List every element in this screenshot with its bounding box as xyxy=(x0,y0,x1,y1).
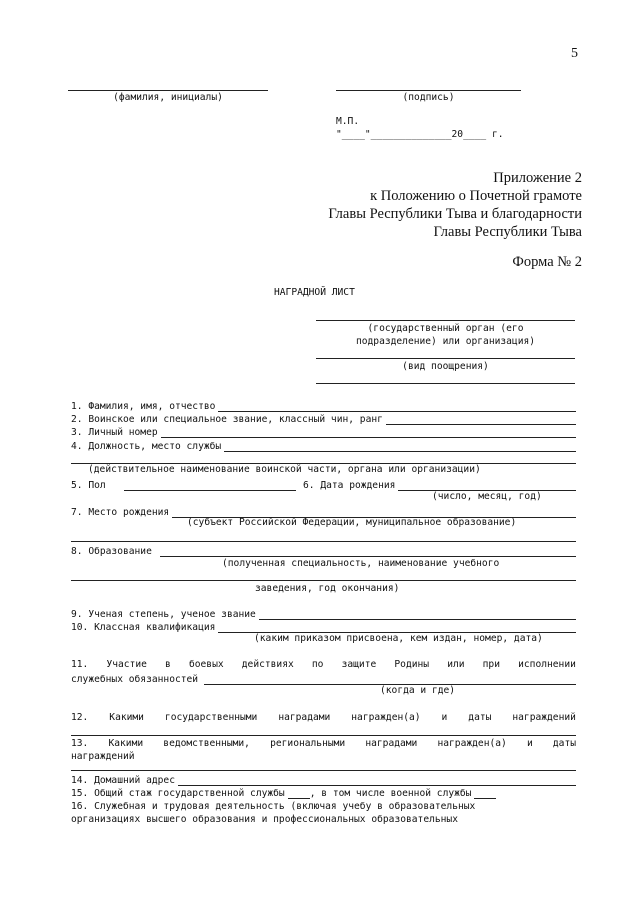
field-birth-date-label: 6. Дата рождения xyxy=(303,480,396,491)
name-caption: (фамилия, инициалы) xyxy=(113,92,223,103)
appendix-title: Приложение 2 xyxy=(493,170,582,186)
field-combat-participation-word: Родины xyxy=(394,659,430,670)
field-combat-participation-label-2: служебных обязанностей xyxy=(71,674,199,685)
military-service-input-line[interactable] xyxy=(474,789,496,799)
field-degree xyxy=(71,609,576,620)
field-birth-date xyxy=(303,480,576,491)
field-combat-participation-word: Участие xyxy=(106,659,147,670)
degree-input-line[interactable] xyxy=(259,610,576,620)
field-birth-place-caption: (субъект Российской Федерации, муниципальное образование) xyxy=(187,517,517,528)
field-state-awards-word: 12. xyxy=(71,712,89,723)
field-combat-participation-line2 xyxy=(71,674,576,685)
field-state-awards xyxy=(71,712,576,723)
field-rank xyxy=(71,414,576,425)
field-education-caption-2: заведения, год окончания) xyxy=(255,583,400,594)
field-combat-participation xyxy=(71,659,576,670)
birth-date-input-line[interactable] xyxy=(398,481,576,491)
field-state-awards-word: и xyxy=(441,712,448,723)
field-combat-participation-caption: (когда и где) xyxy=(380,685,456,696)
field-combat-participation-word: или xyxy=(447,659,465,670)
position-input-line[interactable] xyxy=(224,442,576,452)
field-combat-participation-word: исполнении xyxy=(518,659,576,670)
field-qualification-label: 10. Классная квалификация xyxy=(71,622,216,633)
rank-input-line[interactable] xyxy=(386,415,576,425)
organ-caption-2: подразделение) или организация) xyxy=(355,336,536,347)
form-number: Форма № 2 xyxy=(512,254,582,270)
appendix-line3: Главы Республики Тыва и благодарности xyxy=(328,206,582,222)
field-personal-number-label: 3. Личный номер xyxy=(71,427,158,438)
personal-number-input-line[interactable] xyxy=(161,428,576,438)
state-awards-line[interactable] xyxy=(71,735,576,736)
form-title: НАГРАДНОЙ ЛИСТ xyxy=(274,287,355,298)
education-input-line[interactable] xyxy=(160,547,576,557)
award-type-caption: (вид поощрения) xyxy=(402,361,489,372)
field-combat-participation-word: в xyxy=(165,659,171,670)
field-full-name xyxy=(71,401,576,412)
field-combat-participation-word: по xyxy=(311,659,324,670)
field-service-length-label: 15. Общий стаж государственной службы xyxy=(71,788,285,799)
field-departmental-awards-word: ведомственными, xyxy=(163,738,250,749)
field-education-label: 8. Образование xyxy=(71,546,152,557)
field-departmental-awards-word: награжден(а) xyxy=(437,738,507,749)
field-departmental-awards-word: наградами xyxy=(365,738,418,749)
signature-caption: (подпись) xyxy=(402,92,455,103)
field-departmental-awards-word: 13. xyxy=(71,738,89,749)
field-combat-participation-word: при xyxy=(482,659,500,670)
field-state-awards-word: награжден(а) xyxy=(351,712,421,723)
field-combat-participation-word: действиях xyxy=(241,659,294,670)
qualification-input-line[interactable] xyxy=(218,623,576,633)
organ-caption-1: (государственный орган (его xyxy=(367,323,524,334)
field-military-service-label: , в том числе военной службы xyxy=(309,788,472,799)
page-number: 5 xyxy=(571,46,578,61)
field-birth-place-label: 7. Место рождения xyxy=(71,507,170,518)
field-birth-date-caption: (число, месяц, год) xyxy=(432,491,542,502)
field-state-awards-word: Какими xyxy=(109,712,144,723)
education-line-2[interactable] xyxy=(71,580,576,581)
field-home-address xyxy=(71,775,576,786)
sex-input-line[interactable] xyxy=(124,481,296,491)
name-line xyxy=(68,90,268,91)
field-position xyxy=(71,441,576,452)
award-type-line xyxy=(316,358,575,359)
award-type-line-2 xyxy=(316,383,575,384)
field-position-label: 4. Должность, место службы xyxy=(71,441,222,452)
field-full-name-label: 1. Фамилия, имя, отчество xyxy=(71,401,216,412)
field-state-awards-word: наградами xyxy=(278,712,331,723)
home-address-input-line[interactable] xyxy=(178,776,576,786)
field-combat-participation-word: боевых xyxy=(188,659,224,670)
field-departmental-awards xyxy=(71,738,576,749)
field-degree-label: 9. Ученая степень, ученое звание xyxy=(71,609,256,620)
field-work-history-2: организациях высшего образования и профессиональных образовательных xyxy=(71,814,458,825)
field-education xyxy=(71,546,576,557)
field-education-caption-1: (полученная специальность, наименование учебного xyxy=(222,558,500,569)
field-work-history-1: 16. Служебная и трудовая деятельность (включая учебу в образовательных xyxy=(71,801,476,812)
field-departmental-awards-word: региональными xyxy=(270,738,346,749)
field-home-address-label: 14. Домашний адрес xyxy=(71,775,175,786)
field-position-caption: (действительное наименование воинской части, органа или организации) xyxy=(88,464,481,475)
field-qualification-caption: (каким приказом присвоена, кем издан, номер, дата) xyxy=(254,633,543,644)
signature-line xyxy=(336,90,521,91)
field-departmental-awards-word: и xyxy=(526,738,533,749)
field-departmental-awards-word: Какими xyxy=(108,738,144,749)
date-template: "____"______________20____ г. xyxy=(336,129,504,140)
full-name-input-line[interactable] xyxy=(218,402,576,412)
birth-place-line-2[interactable] xyxy=(71,541,576,542)
service-length-input-line[interactable] xyxy=(288,789,310,799)
departmental-awards-line[interactable] xyxy=(71,770,576,771)
field-combat-participation-word: защите xyxy=(341,659,377,670)
field-service-length xyxy=(71,788,576,799)
organ-line xyxy=(316,320,575,321)
appendix-line4: Главы Республики Тыва xyxy=(433,224,582,240)
field-state-awards-word: даты xyxy=(468,712,492,723)
field-departmental-awards-word: даты xyxy=(552,738,576,749)
stamp-label: М.П. xyxy=(336,116,360,127)
field-combat-participation-word: 11. xyxy=(71,659,89,670)
field-state-awards-word: государственными xyxy=(164,712,258,723)
appendix-line2: к Положению о Почетной грамоте xyxy=(370,188,582,204)
field-rank-label: 2. Воинское или специальное звание, классный чин, ранг xyxy=(71,414,383,425)
field-state-awards-word: награждений xyxy=(512,712,576,723)
combat-participation-input-line[interactable] xyxy=(204,675,576,685)
field-sex xyxy=(71,480,296,491)
field-qualification xyxy=(71,622,576,633)
field-departmental-awards-label-2: награждений xyxy=(71,751,135,762)
field-personal-number xyxy=(71,427,576,438)
field-sex-label: 5. Пол xyxy=(71,480,106,491)
